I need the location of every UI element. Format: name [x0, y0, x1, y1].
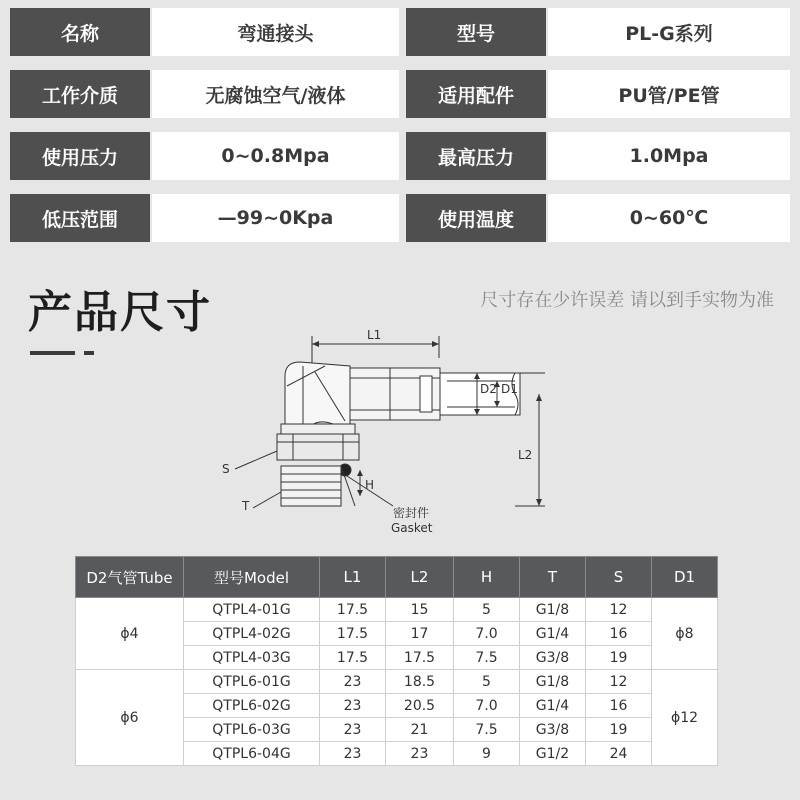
s-cell: 16: [586, 694, 652, 718]
column-header: D1: [652, 557, 718, 598]
tolerance-note: 尺寸存在少许误差 请以到手实物为准: [480, 290, 774, 311]
column-header: D2气管Tube: [76, 557, 184, 598]
hex-nut-top: [281, 424, 355, 434]
spec-table-wrapper: [75, 556, 717, 766]
table-header-row: [76, 557, 718, 598]
spec-key: 适用配件: [406, 70, 546, 118]
label-d1: D1: [501, 382, 518, 396]
column-header: 型号Model: [184, 557, 320, 598]
l2-cell: 23: [386, 742, 454, 766]
section-title: 产品尺寸: [28, 287, 212, 338]
s-cell: 19: [586, 646, 652, 670]
spec-key: 最高压力: [406, 132, 546, 180]
d1-cell: ϕ8: [652, 598, 718, 670]
l2-cell: 17: [386, 622, 454, 646]
h-cell: 7.0: [454, 694, 520, 718]
spec-key: 使用温度: [406, 194, 546, 242]
s-cell: 12: [586, 598, 652, 622]
label-l1: L1: [367, 328, 382, 342]
spec-value: 1.0Mpa: [548, 132, 790, 180]
spec-row: [10, 194, 790, 242]
t-cell: G1/4: [520, 694, 586, 718]
thread: [281, 466, 341, 506]
column-header: L1: [320, 557, 386, 598]
l1-cell: 23: [320, 742, 386, 766]
spec-value: PL-G系列: [548, 8, 790, 56]
spec-value: —99~0Kpa: [152, 194, 399, 242]
spec-key: 低压范围: [10, 194, 150, 242]
h-cell: 5: [454, 670, 520, 694]
l1-cell: 17.5: [320, 622, 386, 646]
l1-cell: 23: [320, 718, 386, 742]
spec-grid: [10, 8, 790, 244]
l1-cell: 23: [320, 694, 386, 718]
model-cell: QTPL4-01G: [184, 598, 320, 622]
spec-table: [75, 556, 718, 766]
spec-row: [10, 132, 790, 180]
spec-key: 工作介质: [10, 70, 150, 118]
h-cell: 7.5: [454, 718, 520, 742]
t-cell: G3/8: [520, 646, 586, 670]
label-t: T: [242, 499, 250, 513]
s-cell: 12: [586, 670, 652, 694]
tube-cell: ϕ4: [76, 598, 184, 670]
l2-cell: 21: [386, 718, 454, 742]
label-l2: L2: [518, 448, 533, 462]
l2-cell: 15: [386, 598, 454, 622]
t-cell: G1/2: [520, 742, 586, 766]
label-gasket-en: Gasket: [391, 521, 433, 535]
table-row: [76, 670, 718, 694]
spec-value: 弯通接头: [152, 8, 399, 56]
t-cell: G1/4: [520, 622, 586, 646]
spec-value: 0~0.8Mpa: [152, 132, 399, 180]
spec-row: [10, 70, 790, 118]
h-cell: 5: [454, 598, 520, 622]
label-d2: D2: [480, 382, 497, 396]
spec-key: 名称: [10, 8, 150, 56]
model-cell: QTPL4-02G: [184, 622, 320, 646]
s-cell: 16: [586, 622, 652, 646]
h-cell: 7.0: [454, 622, 520, 646]
spec-value: 0~60℃: [548, 194, 790, 242]
model-cell: QTPL6-04G: [184, 742, 320, 766]
spec-value: PU管/PE管: [548, 70, 790, 118]
t-cell: G3/8: [520, 718, 586, 742]
model-cell: QTPL4-03G: [184, 646, 320, 670]
s-cell: 24: [586, 742, 652, 766]
model-cell: QTPL6-01G: [184, 670, 320, 694]
t-cell: G1/8: [520, 670, 586, 694]
column-header: T: [520, 557, 586, 598]
column-header: S: [586, 557, 652, 598]
table-row: [76, 598, 718, 622]
label-s: S: [222, 462, 230, 476]
s-cell: 19: [586, 718, 652, 742]
spec-row: [10, 8, 790, 56]
title-underline-dot: [84, 351, 94, 355]
l2-cell: 20.5: [386, 694, 454, 718]
l1-cell: 23: [320, 670, 386, 694]
h-cell: 7.5: [454, 646, 520, 670]
model-cell: QTPL6-02G: [184, 694, 320, 718]
l2-cell: 17.5: [386, 646, 454, 670]
model-cell: QTPL6-03G: [184, 718, 320, 742]
fitting-diagram: [215, 326, 555, 548]
spec-value: 无腐蚀空气/液体: [152, 70, 399, 118]
l1-cell: 17.5: [320, 598, 386, 622]
d1-cell: ϕ12: [652, 670, 718, 766]
title-underline: [30, 351, 75, 355]
hex-nut: [277, 434, 359, 460]
column-header: H: [454, 557, 520, 598]
column-header: L2: [386, 557, 454, 598]
l2-cell: 18.5: [386, 670, 454, 694]
h-cell: 9: [454, 742, 520, 766]
l1-cell: 17.5: [320, 646, 386, 670]
label-h: H: [365, 478, 375, 492]
spec-key: 型号: [406, 8, 546, 56]
spec-key: 使用压力: [10, 132, 150, 180]
label-gasket-cn: 密封件: [393, 506, 430, 520]
t-cell: G1/8: [520, 598, 586, 622]
tube-cell: ϕ6: [76, 670, 184, 766]
